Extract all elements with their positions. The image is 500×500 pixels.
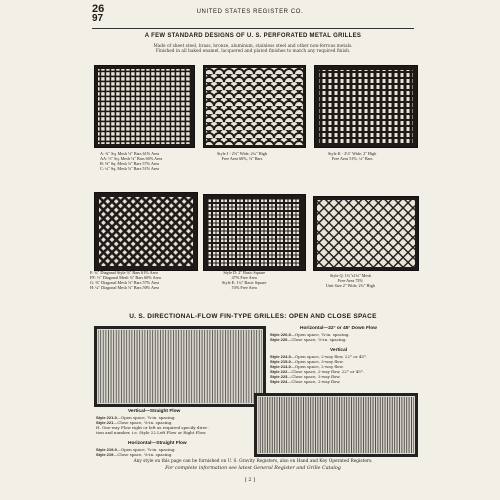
caption-line: G: ⅜" Diagonal Mesh ⅛" Bars 57% Area xyxy=(90,280,160,285)
caption-style-q xyxy=(326,273,375,288)
style-row xyxy=(270,338,350,343)
style-desc: —Open space, ¾-in. spacing. xyxy=(116,447,176,452)
note-line: tion and number, i.e. Style 22 Left Flow or Right Flow. xyxy=(96,429,207,435)
style-code: Style 219-0 xyxy=(96,447,117,452)
style-code: Style 214-0 xyxy=(270,363,291,369)
style-row xyxy=(96,453,176,458)
style-code: Style 221 xyxy=(96,419,114,425)
caption-line: Style Q: 1¾"x1¾" Mesh xyxy=(329,273,372,278)
footer-catalog: For complete information see latest General Register and Grille Catalog xyxy=(165,466,341,471)
page-number-top: 26 xyxy=(92,3,105,15)
caption-style-j xyxy=(217,151,267,161)
caption-line: 53% Free Area xyxy=(231,285,257,290)
down-flow-heading: Horizontal—22° or 45° Down Flow xyxy=(300,326,377,331)
style-code: Style 223 xyxy=(270,373,288,379)
intro-line: Made of sheet steel, brass, bronze, aluminum, stainless steel and other non-ferrous metals. xyxy=(153,44,353,49)
page-footer-number: [ 2 ] xyxy=(244,477,256,483)
style-desc: —Close space, 2-way flow, 22° or 45°. xyxy=(287,368,365,374)
caption-line: Style E: 1¼" Basic Square xyxy=(222,280,267,285)
caption-line: Style J - 2⅛" Wide, 2¼" High xyxy=(217,151,268,156)
caption-line: Free Area 60%, ⅛" Bars xyxy=(221,156,263,161)
note-line: H. One-way Flow right or left as required specify direc- xyxy=(96,424,209,430)
caption-line: 47% Free Area xyxy=(231,275,257,280)
caption-line: Free Area 72% xyxy=(337,278,363,283)
vertical-heading: Vertical xyxy=(330,348,348,353)
caption-line: AA: ½" Sq. Mesh ⅛" Bars 60% Area xyxy=(100,156,163,161)
intro-line: Finished in all baked enamel, lacquered and plated finishes to match any required finish. xyxy=(155,49,351,55)
style-code: Style 221-0 xyxy=(96,415,117,420)
caption-line: H: ¼" Diagonal Mesh ⅛" Bars 50% Area xyxy=(90,285,160,290)
grille-cross-pattern xyxy=(314,65,418,148)
caption-line: Style D: 2" Basic Square xyxy=(223,270,266,275)
perforated-intro xyxy=(120,44,386,54)
style-desc: —Close space, ⅜-in. spacing. xyxy=(113,451,173,457)
horizontal-straight-heading: Horizontal—Straight Flow xyxy=(128,441,187,446)
down-flow-rows xyxy=(270,333,350,343)
company-name: UNITED STATES REGISTER CO. xyxy=(196,9,304,15)
vertical-rows xyxy=(270,355,367,384)
style-code: Style 222 xyxy=(270,368,288,374)
fin-grille-horizontal xyxy=(254,393,418,457)
style-code: Style 224-0 xyxy=(270,354,291,359)
caption-line: Unit Size 2" Wide, 2¾" High xyxy=(326,283,375,288)
horizontal-straight-rows xyxy=(96,448,176,458)
caption-square-mesh xyxy=(100,151,162,171)
perforated-section-title: A FEW STANDARD DESIGNS OF U. S. PERFORATED METAL GRILLES xyxy=(144,33,362,39)
page-number-bottom: 97 xyxy=(92,13,104,24)
style-desc: —Open space, 3-way flow. xyxy=(290,358,344,364)
caption-style-d-e xyxy=(222,270,266,290)
style-desc: —Open space, ¾-in. spacing. xyxy=(116,415,176,420)
style-code: Style 220-0 xyxy=(270,332,291,337)
caption-line: B: ⅜" Sq. Mesh ⅛" Bars 57% Area xyxy=(100,161,160,166)
grille-square-mesh xyxy=(94,65,195,148)
grille-scale-pattern xyxy=(203,65,306,148)
caption-line: Free Area 51%, ¼" Bars xyxy=(331,156,373,161)
grille-basic-square xyxy=(203,194,306,271)
header-rule xyxy=(92,28,414,29)
style-code: Style 224 xyxy=(270,378,288,384)
style-desc: —Close space, 2-way flow. xyxy=(287,378,341,384)
style-desc: —Open space, 2-way flow, 22° or 45°. xyxy=(290,354,368,359)
vertical-straight-heading: Vertical—Straight Flow xyxy=(128,409,181,414)
style-code: Style 220 xyxy=(270,336,288,342)
style-row xyxy=(270,380,367,385)
caption-line: Style K - 2⅛" Wide, 2" High xyxy=(328,151,377,156)
style-code: Style 219 xyxy=(96,451,114,457)
style-desc: —Open space, ¾-in. spacing. xyxy=(290,332,350,337)
fin-section-title: U. S. DIRECTIONAL-FLOW FIN-TYPE GRILLES: OPEN AND CLOSE SPACE xyxy=(129,313,377,320)
caption-diagonal-mesh xyxy=(90,270,161,290)
caption-line: F: ¾" Diagonal Style ⅛" Bars 61% Area xyxy=(90,270,158,275)
caption-line: A: ¾" Sq. Mesh ⅛" Bars 61% Area xyxy=(100,151,160,156)
style-desc: —Close space, 3-way flow. xyxy=(287,373,341,379)
style-desc: —Open space, 2-way flow. xyxy=(290,363,344,369)
caption-style-k xyxy=(328,151,376,161)
style-code: Style 215-0 xyxy=(270,358,291,364)
style-desc: —Close space, ⅜-in. spacing. xyxy=(113,419,173,425)
caption-line: C: ¼" Sq. Mesh ⅛" Bars 51% Area xyxy=(100,166,160,171)
style-desc: —Close space, ⅜-in. spacing. xyxy=(287,336,347,342)
caption-line: FF: ½" Diagonal Mesh ⅛" Bars 60% Area xyxy=(90,275,161,280)
grille-diamond-mesh xyxy=(313,196,419,271)
fin-grille-vertical xyxy=(94,326,266,407)
vertical-straight-rows xyxy=(96,416,209,436)
grille-diagonal-mesh xyxy=(94,192,198,271)
footer-note: Any style on this page can be furnished on U. S. Gravity Registers, also on Hand and Key Operated Registers. xyxy=(133,459,373,464)
